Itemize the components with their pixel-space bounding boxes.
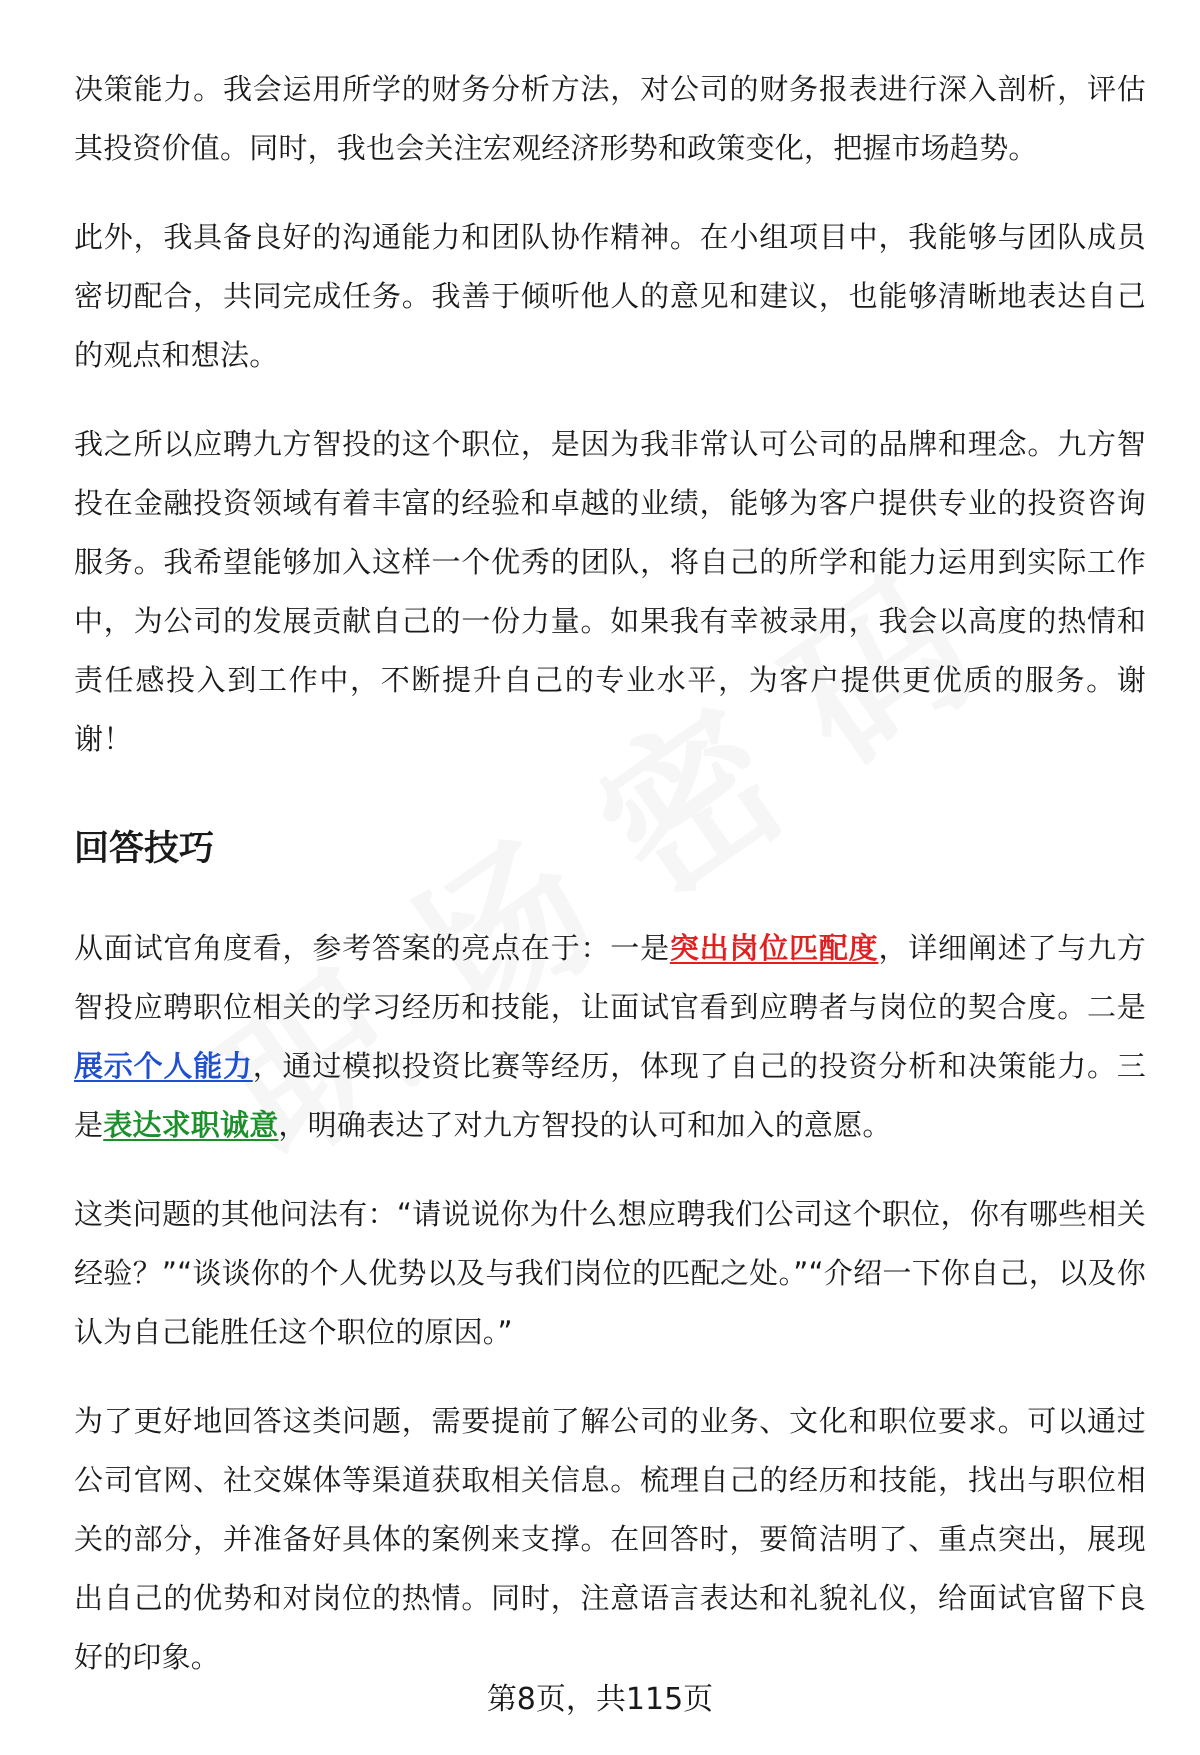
paragraph-3: 我之所以应聘九方智投的这个职位，是因为我非常认可公司的品牌和理念。九方智投在金融投资领域有着丰富的经验和卓越的业绩，能够为客户提供专业的投资咨询服务。我希望能够加入这样一个优秀的团队，将自己的所学和能力运用到实际工作中，为公司的发展贡献自己的一份力量。如果我有幸被录用，我会以高度的热情和责任感投入到工作中，不断提升自己的专业水平，为客户提供更优质的服务。谢谢！ [74,427,1146,756]
tips-text-2: ，详细阐述了与九方智投应聘职位相关的学习经历和技能，让面试官看到应聘者与岗位的契合度。二是 [74,931,1146,1024]
tips-text-1: 从面试官角度看，参考答案的亮点在于：一是 [74,931,670,965]
tips-text-3: ，通过模拟投资比赛等经历，体现了自己的投资分析和决策能力。三是 [74,1049,1146,1142]
section-heading: 回答技巧 [74,829,215,869]
paragraph-other-questions: 这类问题的其他问法有：“请说说你为什么想应聘我们公司这个职位，你有哪些相关经验？”“谈谈你的个人优势以及与我们岗位的匹配之处。”“介绍一下你自己，以及你认为自己能胜任这个职位的原因。” [74,1197,1146,1349]
highlight-sincerity: 表达求职诚意 [103,1108,279,1142]
paragraph-tips-highlights [74,919,1146,1155]
page-number: 第8页，共115页 [486,1682,714,1717]
highlight-job-match: 突出岗位匹配度 [669,931,879,965]
paragraph-preparation: 为了更好地回答这类问题，需要提前了解公司的业务、文化和职位要求。可以通过公司官网、社交媒体等渠道获取相关信息。梳理自己的经历和技能，找出与职位相关的部分，并准备好具体的案例来支撑。在回答时，要简洁明了、重点突出，展现出自己的优势和对岗位的热情。同时，注意语言表达和礼貌礼仪，给面试官留下良好的印象。 [74,1404,1146,1674]
paragraph-1: 决策能力。我会运用所学的财务分析方法，对公司的财务报表进行深入剖析，评估其投资价值。同时，我也会关注宏观经济形势和政策变化，把握市场趋势。 [74,72,1146,165]
document-content [74,60,1146,1717]
highlight-personal-ability: 展示个人能力 [74,1049,253,1083]
paragraph-2: 此外，我具备良好的沟通能力和团队协作精神。在小组项目中，我能够与团队成员密切配合，共同完成任务。我善于倾听他人的意见和建议，也能够清晰地表达自己的观点和想法。 [74,220,1146,372]
tips-text-4: ，明确表达了对九方智投的认可和加入的意愿。 [278,1108,892,1142]
